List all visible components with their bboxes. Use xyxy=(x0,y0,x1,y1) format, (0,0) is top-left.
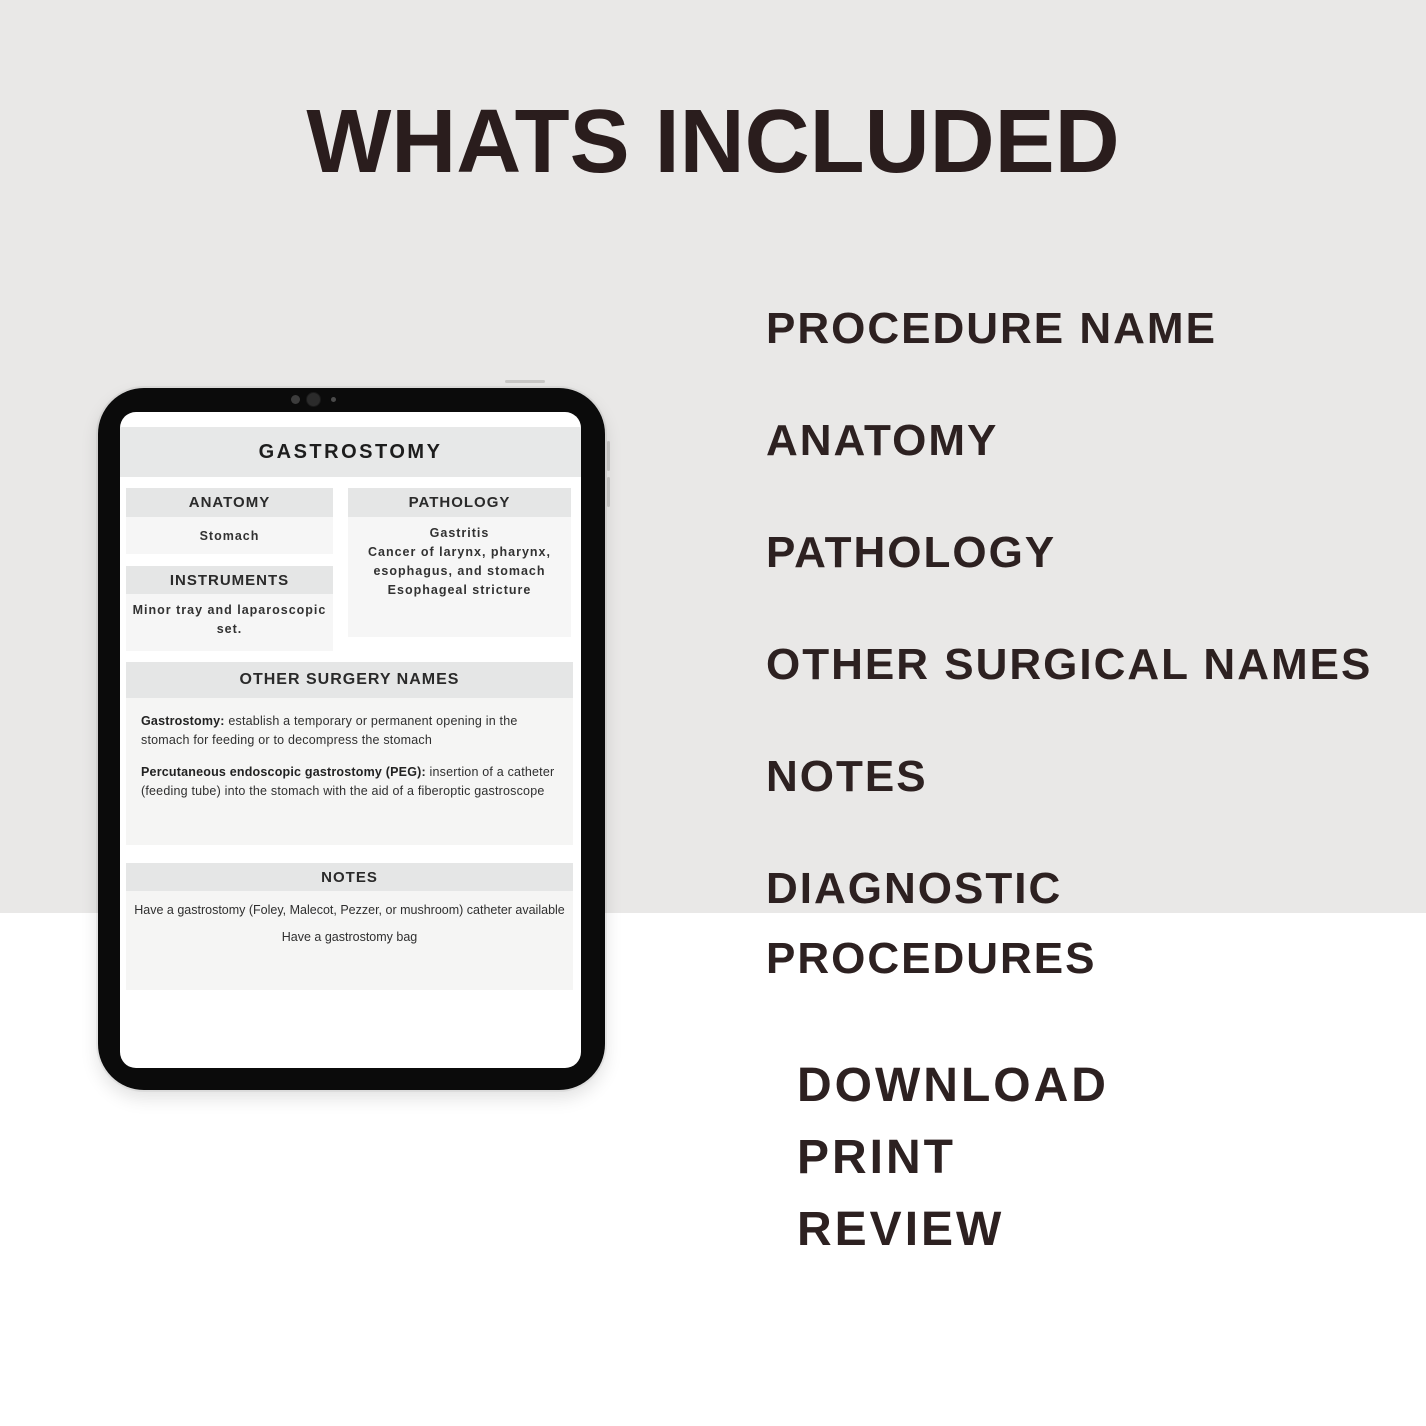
instruments-value: Minor tray and laparoscopic set. xyxy=(126,594,333,651)
card-title: GASTROSTOMY xyxy=(258,440,443,463)
feature-item-other-surgical-names: OTHER SURGICAL NAMES xyxy=(766,640,1373,689)
pathology-line: Esophageal stricture xyxy=(387,583,532,597)
pathology-values xyxy=(348,517,571,637)
surgery-name-term: Percutaneous endoscopic gastrostomy (PEG): xyxy=(141,765,426,779)
tablet-screen xyxy=(120,412,581,1068)
actions-list xyxy=(797,1050,1109,1266)
note-item: Have a gastrostomy (Foley, Malecot, Pezzer, or mushroom) catheter available xyxy=(134,903,565,917)
pathology-line: Gastritis xyxy=(429,526,490,540)
feature-item-pathology: PATHOLOGY xyxy=(766,528,1057,577)
camera-dot-icon xyxy=(291,395,300,404)
card-title-band xyxy=(120,427,581,477)
page-title: WHATS INCLUDED xyxy=(306,92,1120,192)
card-left-column xyxy=(126,488,333,651)
surgery-name-definition: insertion of a catheter (feeding tube) into the stomach with the aid of a fiberoptic gastroscope xyxy=(141,765,555,798)
surgery-name-term: Gastrostomy: xyxy=(141,714,225,728)
other-surgery-names-header: OTHER SURGERY NAMES xyxy=(126,662,573,698)
surgery-name-entry xyxy=(141,712,558,750)
notes-content xyxy=(126,891,573,990)
other-surgery-names-content xyxy=(126,698,573,845)
surgery-name-entry xyxy=(141,763,558,801)
card-right-column xyxy=(348,488,571,637)
front-camera-icon xyxy=(306,392,321,407)
feature-item-procedure-name: PROCEDURE NAME xyxy=(766,304,1217,353)
pathology-header: PATHOLOGY xyxy=(348,488,571,517)
anatomy-value: Stomach xyxy=(126,517,333,554)
anatomy-header: ANATOMY xyxy=(126,488,333,517)
feature-item-diagnostic-procedures: DIAGNOSTIC PROCEDURES xyxy=(766,864,1097,983)
notes-header: NOTES xyxy=(126,863,573,891)
light-sensor-icon xyxy=(331,397,336,402)
pathology-line: Cancer of larynx, pharynx, esophagus, and stomach xyxy=(367,545,551,578)
action-item-review: REVIEW xyxy=(797,1203,1005,1256)
tablet-power-button xyxy=(505,380,545,383)
tablet-device xyxy=(98,388,605,1090)
surgery-name-definition: establish a temporary or permanent opening in the stomach for feeding or to decompress the stomach xyxy=(141,714,518,747)
instruments-header: INSTRUMENTS xyxy=(126,566,333,594)
tablet-volume-up-button xyxy=(607,441,610,471)
action-item-print: PRINT xyxy=(797,1131,956,1184)
feature-item-notes: NOTES xyxy=(766,752,928,801)
feature-item-anatomy: ANATOMY xyxy=(766,416,999,465)
tablet-volume-down-button xyxy=(607,477,610,507)
note-item: Have a gastrostomy bag xyxy=(281,930,418,944)
action-item-download: DOWNLOAD xyxy=(797,1059,1109,1112)
